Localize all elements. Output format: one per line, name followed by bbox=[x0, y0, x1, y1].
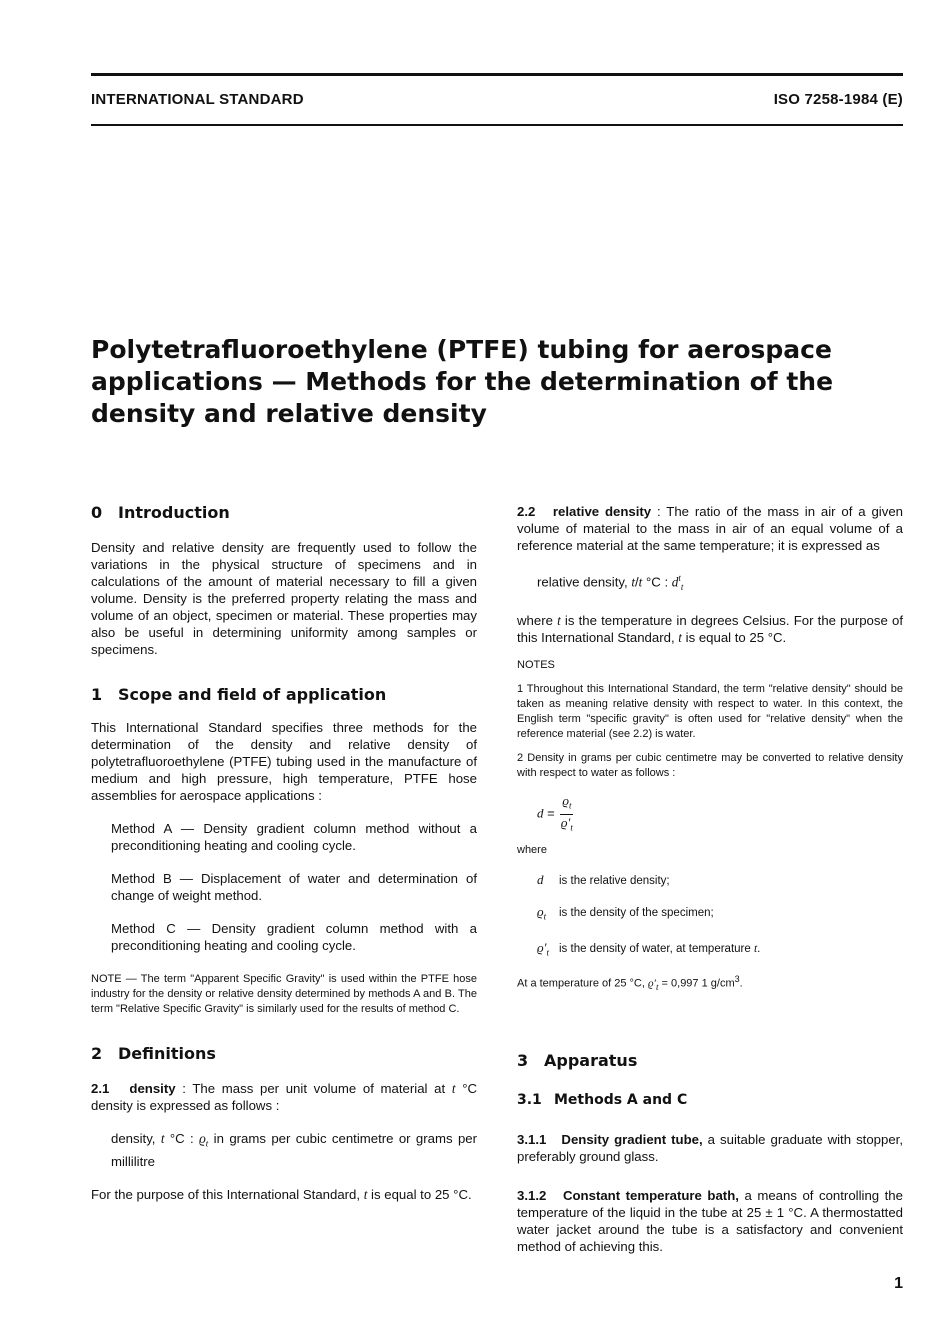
left-column bbox=[91, 503, 477, 1203]
right-column bbox=[517, 503, 903, 1255]
header-top-rule bbox=[91, 73, 903, 76]
clause-number: 2.2 bbox=[517, 504, 536, 519]
section-3-heading bbox=[517, 1051, 903, 1071]
term: relative density bbox=[552, 504, 652, 519]
method-c-item: Method C — Density gradient column method with a preconditioning heating and cooling cycle. bbox=[111, 921, 477, 953]
header-standard-number: ISO 7258-1984 (E) bbox=[773, 91, 903, 108]
section-number: 3.1 bbox=[517, 1092, 542, 1109]
title-line-3: density and relative density bbox=[91, 399, 487, 428]
fraction: $\frac{ϱ_t}{ϱ'_t}$ bbox=[560, 793, 573, 833]
relative-density-where: where t is the temperature in degrees Celsius. For the purpose of this International Standard, t is equal to 25 °C. bbox=[517, 613, 903, 646]
where-item-rho: $ϱ_t$ is the density of the specimen; bbox=[537, 904, 714, 922]
where-item-d: d is the relative density; bbox=[537, 872, 670, 888]
conversion-formula: d = $\frac{ϱ_t}{ϱ'_t}$ bbox=[517, 793, 903, 835]
section-1-heading bbox=[91, 685, 477, 705]
clause-number: 2.1 bbox=[91, 1081, 110, 1096]
definition-relative-density: 2.2 relative density : The ratio of the mass in air of a given volume of material to the mass in air of an equal volume of a reference material at the same temperature; it is expressed as bbox=[517, 504, 903, 553]
section-2-heading bbox=[91, 1044, 477, 1064]
method-b-item: Method B — Displacement of water and determination of change of weight method. bbox=[111, 871, 477, 903]
density-purpose: For the purpose of this International Standard, t is equal to 25 °C. bbox=[91, 1186, 472, 1202]
section-title: Apparatus bbox=[544, 1051, 638, 1071]
scope-paragraph: This International Standard specifies three methods for the determination of the density and relative density of polytetrafluoroethylene (PTFE) tubing used in the manufacture of medium and high pressure, high temperature, PTFE hose assemblies for aerospace applications : bbox=[91, 720, 477, 803]
section-title: Methods A and C bbox=[554, 1092, 688, 1109]
title-line-1: Polytetrafluoroethylene (PTFE) tubing for aerospace bbox=[91, 335, 832, 364]
water-density-statement: At a temperature of 25 °C, $ϱ'_t = 0,997$ 1 $g/cm^3$. bbox=[517, 974, 743, 993]
section-0-heading bbox=[91, 503, 477, 523]
notes-label: NOTES bbox=[517, 659, 555, 672]
header-bottom-rule bbox=[91, 124, 903, 126]
section-title: Scope and field of application bbox=[118, 685, 387, 704]
note-1: 1 Throughout this International Standard, the term "relative density" should be taken as meaning relative density with respect to water. In this context, the English term "specific gravity" is often used for "relative density" when the reference material (see 2.2) is water. bbox=[517, 683, 903, 741]
header-standard-type: INTERNATIONAL STANDARD bbox=[91, 91, 304, 108]
density-formula: density, t °C : $ϱ_t$ in grams per cubic centimetre or grams per millilitre bbox=[111, 1131, 477, 1169]
section-number: 0 bbox=[91, 503, 103, 522]
method-a-item: Method A — Density gradient column method without a preconditioning heating and cooling cycle. bbox=[111, 821, 477, 853]
clause-3-1-1: 3.1.1 Density gradient tube, a suitable graduate with stopper, preferably ground glass. bbox=[517, 1132, 903, 1165]
scope-note: NOTE — The term "Apparent Specific Gravity" is used within the PTFE hose industry for the density or relative density determined by methods A and B. The term "Relative Specific Gravity" is similarly used for the results of method C. bbox=[91, 973, 477, 1015]
relative-density-formula: relative density, t/t °C : $d^t_t$ bbox=[537, 573, 684, 593]
page-number: 1 bbox=[894, 1275, 903, 1292]
definition-density: 2.1 density : The mass per unit volume of material at t °C density is expressed as follows : bbox=[91, 1081, 477, 1113]
section-number: 3 bbox=[517, 1051, 529, 1071]
section-number: 1 bbox=[91, 685, 103, 704]
document-title bbox=[91, 334, 891, 430]
term: density bbox=[129, 1081, 176, 1096]
section-number: 2 bbox=[91, 1044, 103, 1063]
section-title: Introduction bbox=[118, 503, 230, 522]
note-2: 2 Density in grams per cubic centimetre may be converted to relative density with respect to water as follows : bbox=[517, 752, 903, 780]
where-label: where bbox=[517, 844, 547, 857]
section-title: Definitions bbox=[118, 1044, 216, 1063]
introduction-paragraph: Density and relative density are frequently used to follow the variations in the physical structure of specimens and in calculations of the amount of material necessary to fill a given volume. Density is the preferred property relating the mass and volume of an object, specimen or material. These properties may also be useful in determining uniformity among samples or specimens. bbox=[91, 540, 477, 657]
where-item-rho-prime: $ϱ'_t$ is the density of water, at temperature t. bbox=[537, 939, 761, 958]
clause-3-1-2: 3.1.2 Constant temperature bath, a means of controlling the temperature of the liquid in the tube at 25 ± 1 °C. A thermostatted water jacket around the tube is a satisfactory and convenient method of achieving this. bbox=[517, 1188, 903, 1255]
title-line-2: applications — Methods for the determination of the bbox=[91, 367, 834, 396]
subsection-3-1-heading bbox=[517, 1091, 903, 1109]
